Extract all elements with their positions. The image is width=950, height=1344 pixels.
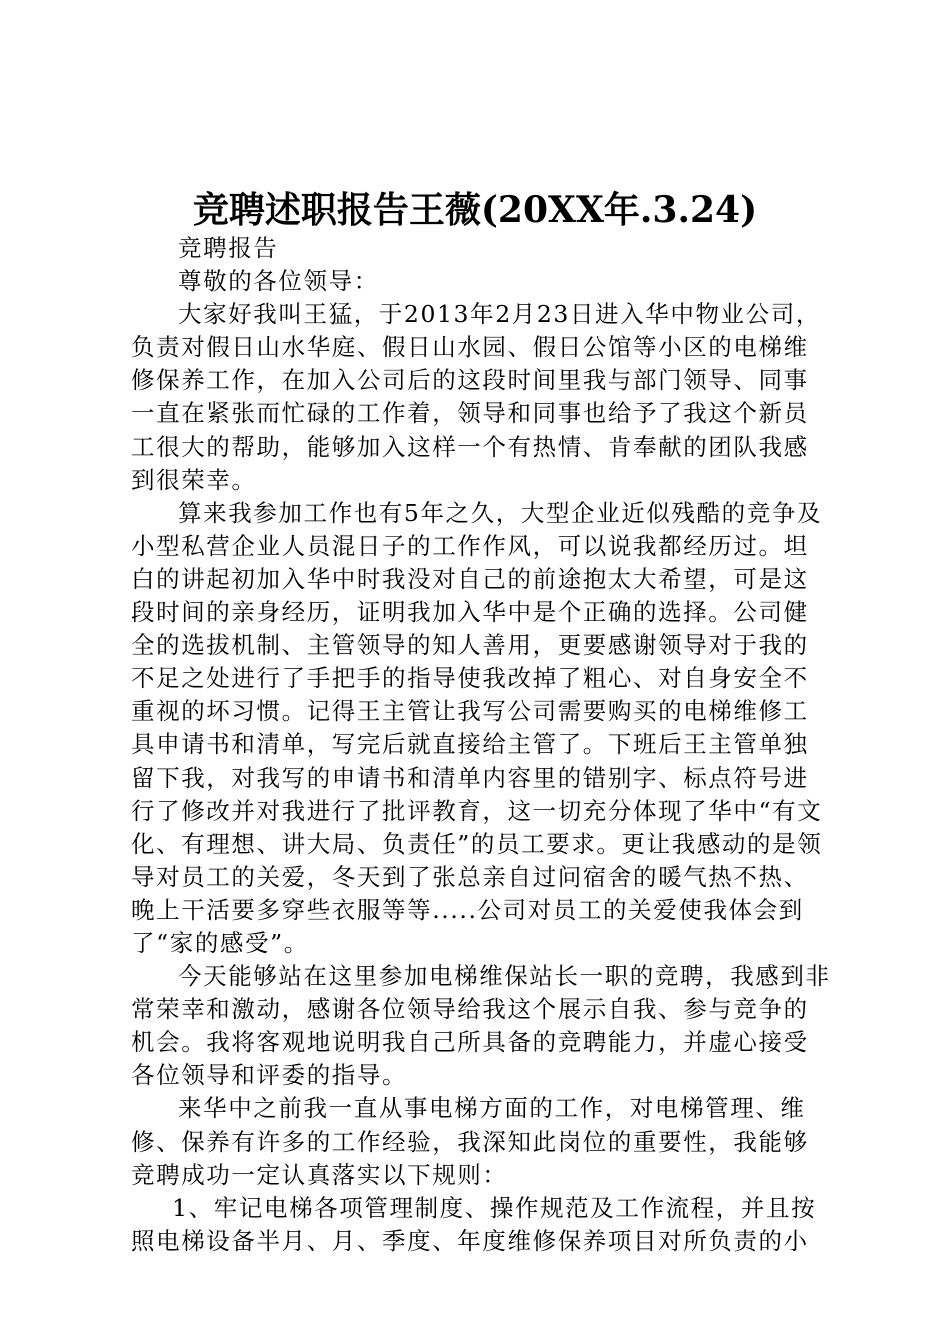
document-body	[131, 232, 831, 1258]
paragraph: 来华中之前我一直从事电梯方面的工作，对电梯管理、维修、保养有许多的工作经验，我深知此岗位的重要性，我能够竞聘成功一定认真落实以下规则：	[131, 1094, 809, 1189]
list-item: 1、牢记电梯各项管理制度、操作规范及工作流程，并且按照电梯设备半月、月、季度、年度维修保养项目对所负责的小	[131, 1193, 817, 1255]
paragraph: 算来我参加工作也有5年之久，大型企业近似残酷的竞争及小型私营企业人员混日子的工作作风，可以说我都经历过。坦白的讲起初加入华中时我没对自己的前途抱太大希望，可是这段时间的亲身经历，证明我加入华中是个正确的选择。公司健全的选拔机制、主管领导的知人善用，更要感谢领导对于我的不足之处进行了手把手的指导使我改掉了粗心、对自身安全不重视的坏习惯。记得王主管让我写公司需要购买的电梯维修工具申请书和清单，写完后就直接给主管了。下班后王主管单独留下我，对我写的申请书和清单内容里的错别字、标点符号进行了修改并对我进行了批评教育，这一切充分体现了华中“有文化、有理想、讲大局、负责任”的员工要求。更让我感动的是领导对员工的关爱，冬天到了张总亲自过问宿舍的暖气热不热、晚上干活要多穿些衣服等等.....公司对员工的关爱使我体会到了“家的感受”。	[131, 498, 823, 957]
paragraph-salutation: 尊敬的各位领导：	[178, 267, 379, 296]
document-title: 竞聘述职报告王薇(20XX年.3.24)	[192, 189, 758, 231]
paragraph-heading: 竞聘报告	[178, 234, 279, 262]
paragraph: 大家好我叫王猛，于2013年2月23日进入华中物业公司，负责对假日山水华庭、假日山水园、假日公馆等小区的电梯维修保养工作，在加入公司后的这段时间里我与部门领导、同事一直在紧张而忙碌的工作着，领导和同事也给予了我这个新员工很大的帮助，能够加入这样一个有热情、肯奉献的团队我感到很荣幸。	[131, 300, 821, 494]
paragraph: 今天能够站在这里参加电梯维保站长一职的竞聘，我感到非常荣幸和激动，感谢各位领导给我这个展示自我、参与竞争的机会。我将客观地说明我自己所具备的竞聘能力，并虚心接受各位领导和评委的指导。	[131, 962, 831, 1090]
